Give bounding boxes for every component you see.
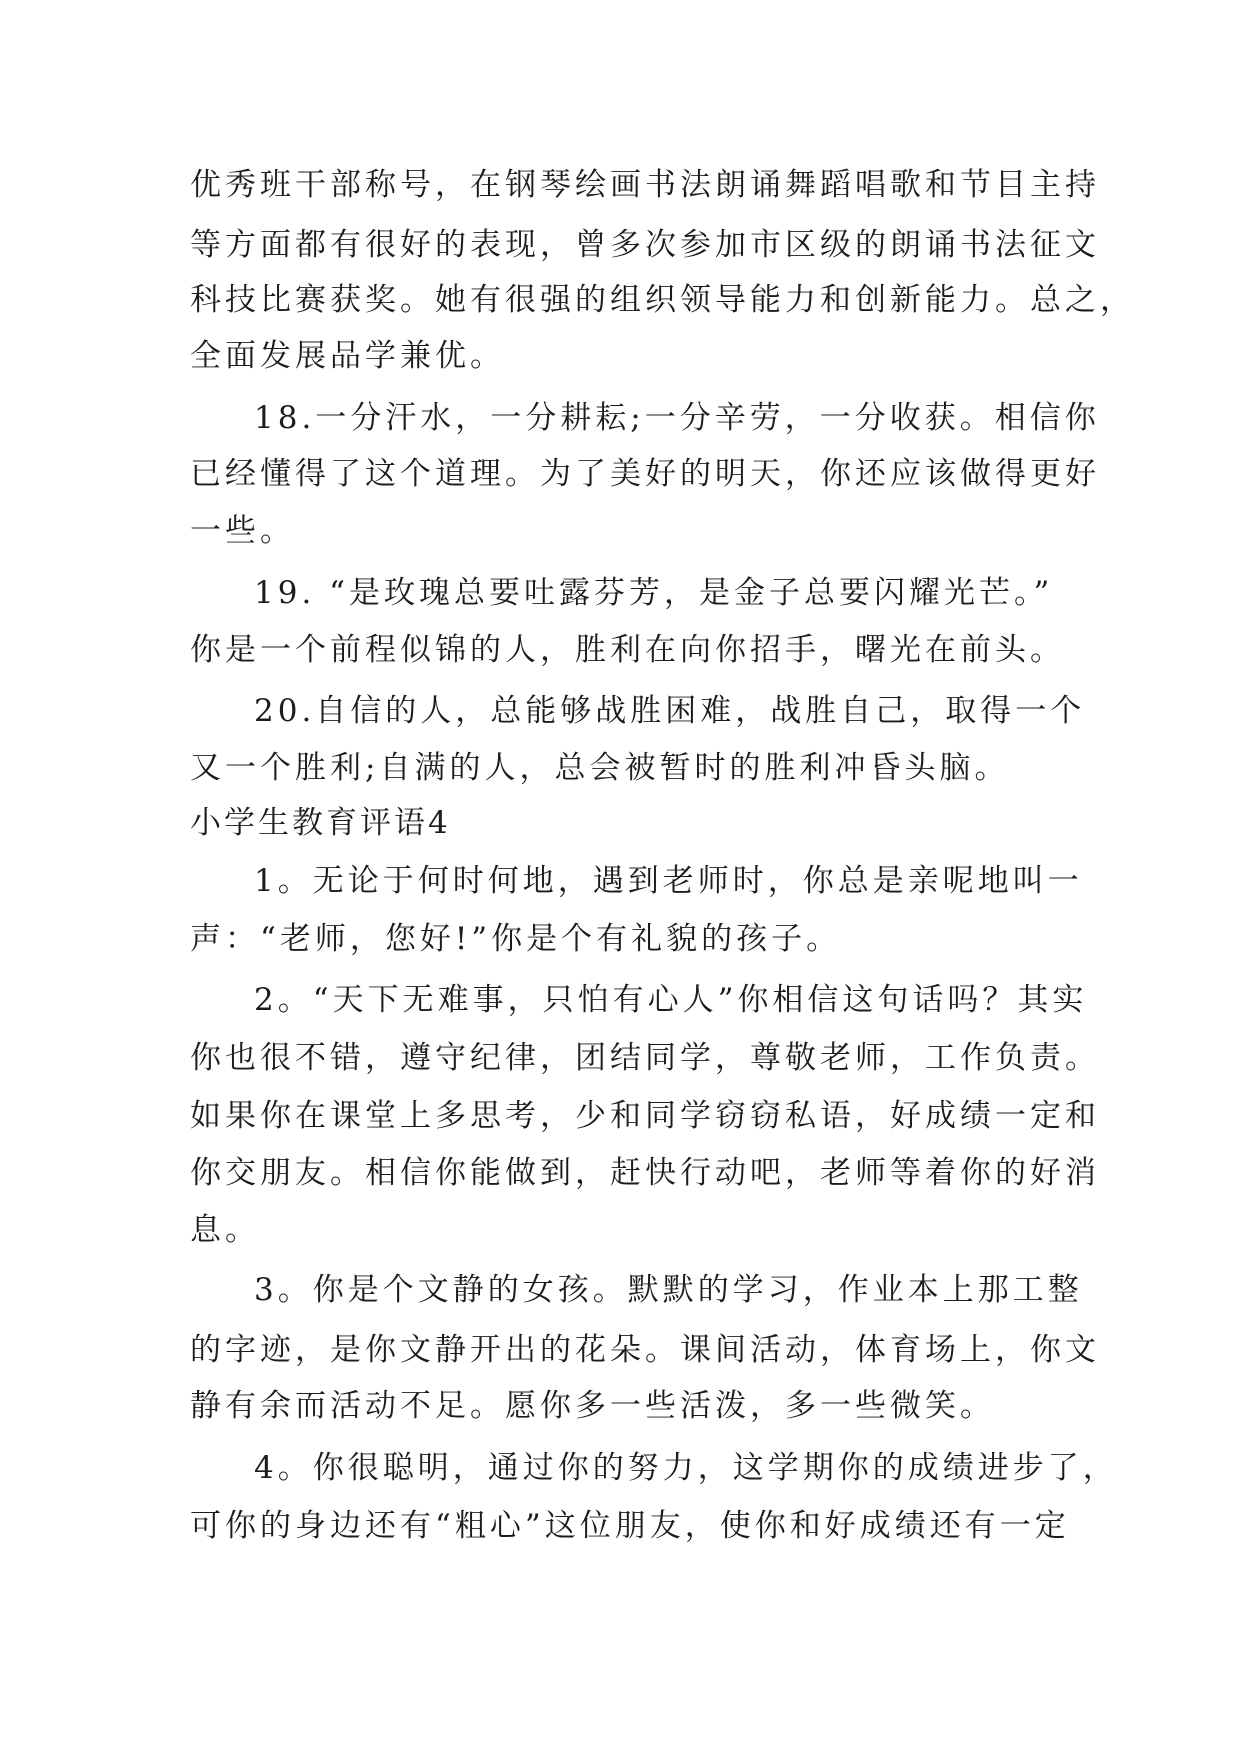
item-2-line-3: 如果你在课堂上多思考，少和同学窃窃私语，好成绩一定和 [190, 1098, 1100, 1134]
paragraph-18-line-3: 一些。 [190, 513, 295, 549]
item-1-line-1: 1。无论于何时何地，遇到老师时，你总是亲呢地叫一 [254, 863, 1083, 899]
paragraph-19-line-2: 你是一个前程似锦的人，胜利在向你招手，曙光在前头。 [190, 632, 1065, 668]
item-4-line-1: 4。你很聪明，通过你的努力，这学期你的成绩进步了， [254, 1450, 1118, 1486]
paragraph-17-line-5: 全面发展品学兼优。 [190, 338, 505, 374]
item-2-line-1: 2。“天下无难事，只怕有心人”你相信这句话吗？其实 [254, 982, 1088, 1018]
paragraph-17-line-4: 科技比赛获奖。她有很强的组织领导能力和创新能力。总之， [190, 282, 1135, 318]
item-2-line-4: 你交朋友。相信你能做到，赶快行动吧，老师等着你的好消 [190, 1155, 1100, 1191]
paragraph-18-line-2: 已经懂得了这个道理。为了美好的明天，你还应该做得更好 [190, 456, 1100, 492]
paragraph-20-line-2: 又一个胜利;自满的人，总会被暂时的胜利冲昏头脑。 [190, 750, 1010, 786]
paragraph-17-line-2: 优秀班干部称号，在钢琴绘画书法朗诵舞蹈唱歌和节目主持 [190, 167, 1100, 203]
paragraph-18-line-1: 18.一分汗水，一分耕耘;一分辛劳，一分收获。相信你 [254, 400, 1100, 436]
paragraph-17-line-3: 等方面都有很好的表现，曾多次参加市区级的朗诵书法征文 [190, 227, 1100, 263]
item-3-line-3: 静有余而活动不足。愿你多一些活泼，多一些微笑。 [190, 1388, 995, 1424]
item-4-line-2: 可你的身边还有“粗心”这位朋友，使你和好成绩还有一定 [190, 1508, 1070, 1544]
paragraph-20-line-1: 20.自信的人，总能够战胜困难，战胜自己，取得一个 [254, 693, 1086, 729]
item-3-line-2: 的字迹，是你文静开出的花朵。课间活动，体育场上，你文 [190, 1332, 1100, 1368]
item-2-line-2: 你也很不错，遵守纪律，团结同学，尊敬老师，工作负责。 [190, 1040, 1100, 1076]
item-3-line-1: 3。你是个文静的女孩。默默的学习，作业本上那工整 [254, 1272, 1083, 1308]
item-1-line-2: 声：“老师，您好!”你是个有礼貌的孩子。 [190, 921, 842, 957]
item-2-line-5: 息。 [190, 1212, 260, 1248]
paragraph-19-line-1: 19. “是玫瑰总要吐露芬芳，是金子总要闪耀光芒。” [254, 575, 1054, 611]
section-heading: 小学生教育评语4 [190, 805, 451, 841]
